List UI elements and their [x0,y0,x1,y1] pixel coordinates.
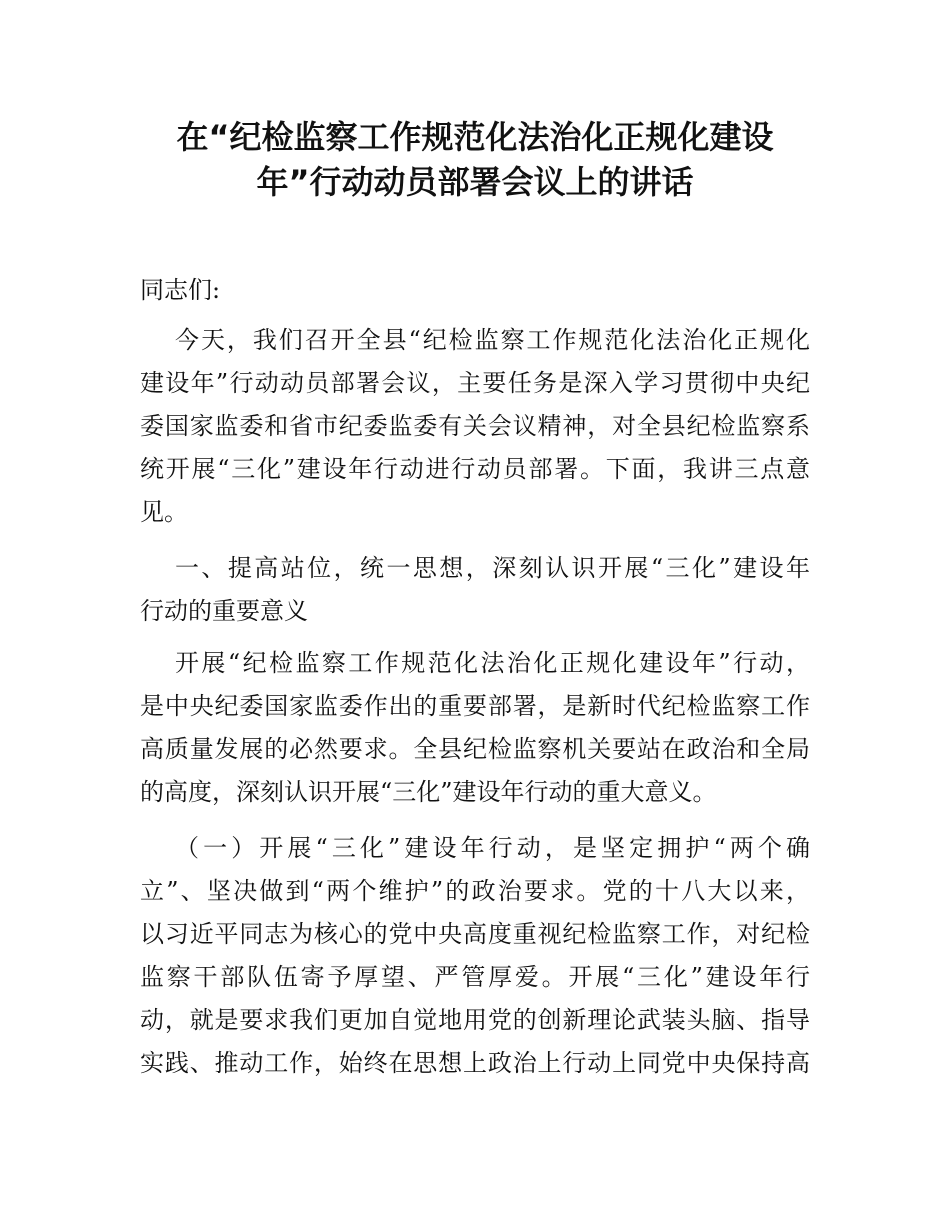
paragraph-1-line: 委国家监委和省市纪委监委有关会议精神，对全县纪检监察系 [140,412,810,440]
paragraph-4-line: 动，就是要求我们更加自觉地用党的创新理论武装头脑、指导 [140,1006,810,1034]
paragraph-3-line: 开展“纪检监察工作规范化法治化正规化建设年”行动， [175,649,810,677]
document-title-line-2: 年”行动动员部署会议上的讲话 [256,163,694,201]
paragraph-1-line: 今天，我们召开全县“纪检监察工作规范化法治化正规化 [175,326,810,354]
paragraph-4-line: 以习近平同志为核心的党中央高度重视纪检监察工作，对纪检 [140,920,810,948]
paragraph-1-line: 见。 [140,498,188,526]
document-title-line-1: 在“纪检监察工作规范化法治化正规化建设 [176,118,774,156]
paragraph-3-line: 是中央纪委国家监委作出的重要部署，是新时代纪检监察工作 [140,692,810,720]
paragraph-3-line: 的高度，深刻认识开展“三化”建设年行动的重大意义。 [140,778,717,806]
paragraph-4-line: 实践、推动工作，始终在思想上政治上行动上同党中央保持高 [140,1049,810,1077]
paragraph-1-line: 建设年”行动动员部署会议，主要任务是深入学习贯彻中央纪 [140,369,810,397]
paragraph-3-line: 高质量发展的必然要求。全县纪检监察机关要站在政治和全局 [140,735,810,763]
paragraph-2-line: 一、提高站位，统一思想，深刻认识开展“三化”建设年 [175,554,810,582]
paragraph-2-line: 行动的重要意义 [140,597,308,625]
paragraph-4-line: （一）开展“三化”建设年行动，是坚定拥护“两个确 [175,834,810,862]
paragraph-4-line: 监察干部队伍寄予厚望、严管厚爱。开展“三化”建设年行 [140,963,810,991]
paragraph-4-line: 立”、坚决做到“两个维护”的政治要求。党的十八大以来， [140,877,810,905]
salutation: 同志们: [140,276,221,304]
paragraph-1-line: 统开展“三化”建设年行动进行动员部署。下面，我讲三点意 [140,455,810,483]
